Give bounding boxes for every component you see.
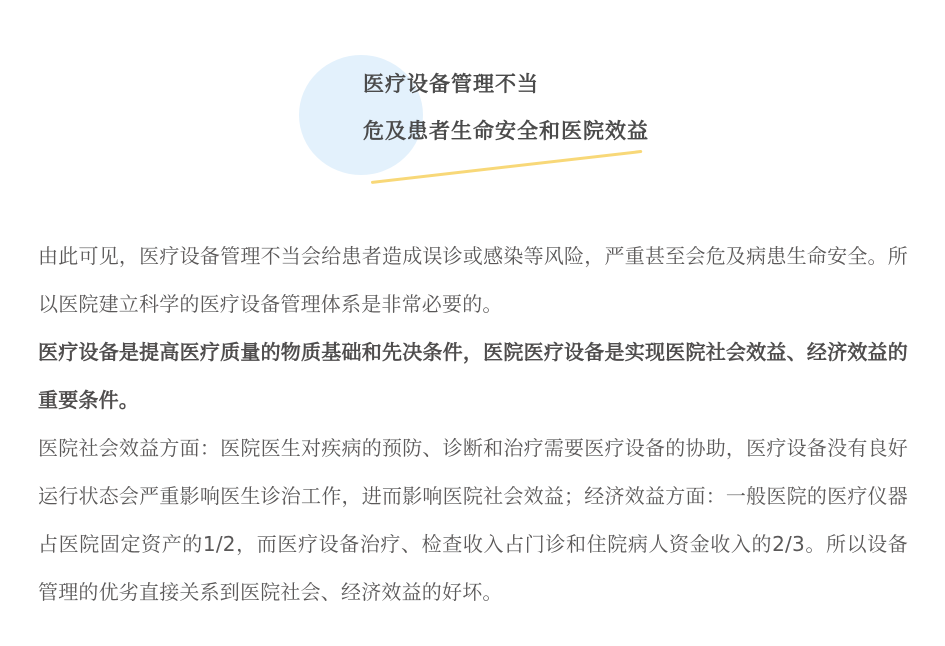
page-title xyxy=(363,74,649,142)
article-body xyxy=(38,232,908,616)
page-title-line-2: 危及患者生命安全和医院效益 xyxy=(363,119,649,143)
page-title-line-1: 医疗设备管理不当 xyxy=(363,72,539,96)
paragraph-key-statement: 医疗设备是提高医疗质量的物质基础和先决条件，医院医疗设备是实现医院社会效益、经济效益的重要条件。 xyxy=(38,340,908,412)
paragraph-intro: 由此可见，医疗设备管理不当会给患者造成误诊或感染等风险，严重甚至会危及病患生命安全。所以医院建立科学的医疗设备管理体系是非常必要的。 xyxy=(38,244,908,316)
paragraph-benefits-detail: 医院社会效益方面：医院医生对疾病的预防、诊断和治疗需要医疗设备的协助，医疗设备没有良好运行状态会严重影响医生诊治工作，进而影响医院社会效益；经济效益方面：一般医院的医疗仪器占医院固定资产的1/2，而医疗设备治疗、检查收入占门诊和住院病人资金收入的2/3。所以设备管理的优劣直接关系到医院社会、经济效益的好坏。 xyxy=(38,436,908,604)
title-underline-stroke xyxy=(371,150,643,184)
